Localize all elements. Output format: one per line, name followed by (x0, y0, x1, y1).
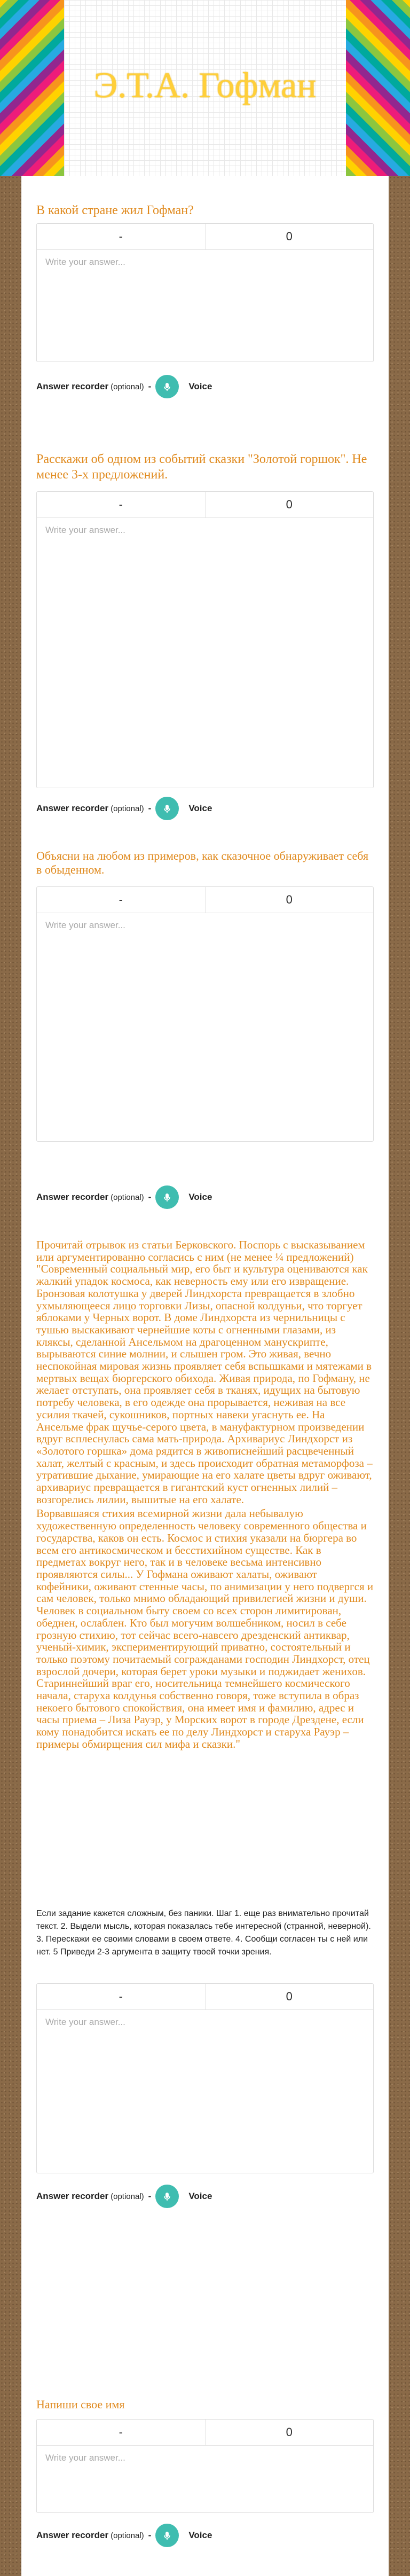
answer-input[interactable] (44, 919, 366, 1134)
toolbar-count: 0 (286, 498, 293, 511)
question-text: Расскажи об одном из событий сказки "Золотой горшок". Не менее 3-х предложений. (36, 452, 367, 482)
recorder-separator: - (148, 1192, 152, 1202)
recorder-separator: - (148, 803, 152, 813)
recorder-label: Answer recorder (36, 2191, 109, 2201)
question-4-reading (36, 1239, 374, 1753)
answer-box-1 (36, 223, 374, 362)
record-button[interactable] (155, 1185, 179, 1209)
toolbar-minus[interactable]: - (119, 1990, 123, 2003)
toolbar-count: 0 (286, 2425, 293, 2439)
answer-input[interactable] (44, 524, 366, 780)
page-title: Э.Т.А. Гофман (93, 65, 317, 105)
question-1 (36, 203, 374, 218)
recorder-label: Answer recorder (36, 381, 109, 391)
recorder-label: Answer recorder (36, 2530, 109, 2540)
record-button[interactable] (155, 2524, 179, 2547)
instruction-text: Если задание кажется сложным, без паники. Шаг 1. еще раз внимательно прочитай текст. 2. Выдели мысль, которая показалась тебе интересной (странной, неверной). 3. Перескажи ее своими словами в своем ответе. 4. Сообщи согласен ты с ней или нет. 5 Приведи 2-3 аргумента в защиту твоей точки зрения. (36, 1905, 374, 1961)
recorder-label: Answer recorder (36, 803, 109, 813)
recorder-voice-label: Voice (188, 1192, 212, 1202)
page-header (0, 0, 410, 176)
microphone-icon (162, 2531, 172, 2540)
toolbar-minus[interactable]: - (119, 498, 123, 511)
chevron-pattern-right (346, 0, 410, 176)
answer-box-4 (36, 1983, 374, 2173)
recorder-voice-label: Voice (188, 2530, 212, 2540)
record-button[interactable] (155, 797, 179, 820)
answer-input[interactable] (44, 256, 366, 354)
answer-box-3 (36, 886, 374, 1142)
record-button[interactable] (155, 375, 179, 398)
answer-toolbar (37, 1984, 373, 2010)
answer-toolbar (37, 887, 373, 913)
question-2 (36, 452, 374, 483)
toolbar-minus[interactable]: - (119, 230, 123, 243)
answer-box-5 (36, 2419, 374, 2513)
recorder-separator: - (148, 2530, 152, 2540)
toolbar-count: 0 (286, 230, 293, 243)
answer-recorder-1 (36, 375, 374, 398)
answer-recorder-3 (36, 1185, 374, 1209)
question-text: Объясни на любом из примеров, как сказочное обнаруживает себя в обыденном. (36, 849, 369, 876)
question-3 (36, 849, 374, 877)
chevron-pattern-left (0, 0, 64, 176)
toolbar-minus[interactable]: - (119, 2425, 123, 2439)
answer-toolbar (37, 2420, 373, 2446)
recorder-voice-label: Voice (188, 803, 212, 813)
recorder-voice-label: Voice (188, 2191, 212, 2201)
question-text: В какой стране жил Гофман? (36, 203, 194, 217)
recorder-optional: (optional) (111, 2531, 144, 2540)
recorder-optional: (optional) (111, 804, 144, 813)
record-button[interactable] (155, 2185, 179, 2208)
microphone-icon (162, 2192, 172, 2201)
toolbar-count: 0 (286, 1990, 293, 2003)
recorder-optional: (optional) (111, 2192, 144, 2201)
reading-paragraph-1: Прочитай отрывок из статьи Берковского. Поспорь с высказыванием или аргументированно согласись с ним (не менее ¼ предложений) "Современный социальный мир, его быт и культура оцениваются как жалкий упадок космоса, как неверность ему или его извращение. Бронзовая колотушка у дверей Линдхорста превращается в злобно ухмыляющееся лицо торговки Лизы, опасной колдуньи, что торгует яблоками у Черных ворот. В доме Линдхорста из чернильницы с тушью выскакивают чернейшие коты с огненными глазами, из кляксы, сделанной Ансельмом на драгоценном манускрипте, вырываются синие молнии, и слышен гром. Это живая, вечно неспокойная мировая жизнь проявляет себя вспышками и мятежами в мертвых вещах бюргерского обихода. Живая природа, по Гофману, не желает отступать, она проявляет себя в тканях, идущих на бытовую потребу человека, в его одежде она прорывается, неживая на все усилия ткачей, сукошников, портных навеки угаснуть ее. На Ансельме фрак щучье-серого цвета, в мануфактурном произведении вдруг всплеснулась сама мать-природа. Архивариус Линдхорст из «Золотого горшка» дома рядится в живописнейший расцвеченный халат, желтый с красным, и здесь происходит обратная метаморфоза – утратившие дыхание, умирающие на его халате цветы вдруг оживают, архивариус превращается в гигантский куст огненных лилий – возгорелись лилии, вышитые на его халате. (36, 1238, 373, 1506)
recorder-optional: (optional) (111, 382, 144, 391)
recorder-separator: - (148, 381, 152, 391)
recorder-optional: (optional) (111, 1192, 144, 1202)
answer-box-2 (36, 491, 374, 788)
question-5 (36, 2398, 374, 2412)
toolbar-minus[interactable]: - (119, 893, 123, 906)
recorder-label: Answer recorder (36, 1192, 109, 1202)
content-panel (21, 176, 389, 2576)
answer-input[interactable] (44, 2016, 366, 2165)
microphone-icon (162, 804, 172, 813)
toolbar-count: 0 (286, 893, 293, 906)
answer-recorder-2 (36, 797, 374, 820)
microphone-icon (162, 1192, 172, 1202)
answer-toolbar (37, 492, 373, 518)
recorder-separator: - (148, 2191, 152, 2201)
reading-paragraph-2: Ворвавшаяся стихия всемирной жизни дала небывалую художественную определенность человеку современного общества и государства, каков он есть. Космос и стихия указали на бюргера во всем его антикосмическом и бесстихийном существе. Как в предметах вокруг него, так и в человеке весьма интенсивно проявляются силы... У Гофмана оживают халаты, оживают кофейники, оживают стенные часы, по анимизации у него подвергся и сам человек, только мнимо обладающий привилегией жизни и души. Человек в социальном быту своем со всех сторон лимитирован, обеднен, ослаблен. Кто был могучим волшебником, носил в себе грозную стихию, тот сейчас всего-навсего дрезденский антиквар, ученый-химик, экспериментирующий приватно, состоятельный и только поэтому почитаемый согражданами господин Линдхорст, отец взрослой дочери, которая берет уроки музыки и поджидает женихов. Стариннейший враг его, носительница темнейшего космического начала, старуха колдунья собственно говоря, тоже вступила в образ некоего бытового спокойствия, она имеет имя и фамилию, адрес и часы приема – Лиза Рауэр, у Морских ворот в городе Дрездене, если кому понадобится искать ее по делу Линдхорст и старуха Рауэр – примеры обмирщения сил мифа и сказки." (36, 1507, 374, 1750)
microphone-icon (162, 382, 172, 391)
answer-recorder-4 (36, 2185, 374, 2208)
answer-recorder-5 (36, 2524, 374, 2547)
answer-toolbar (37, 224, 373, 250)
recorder-voice-label: Voice (188, 381, 212, 391)
question-text: Напиши свое имя (36, 2398, 125, 2411)
answer-input[interactable] (44, 2452, 366, 2505)
